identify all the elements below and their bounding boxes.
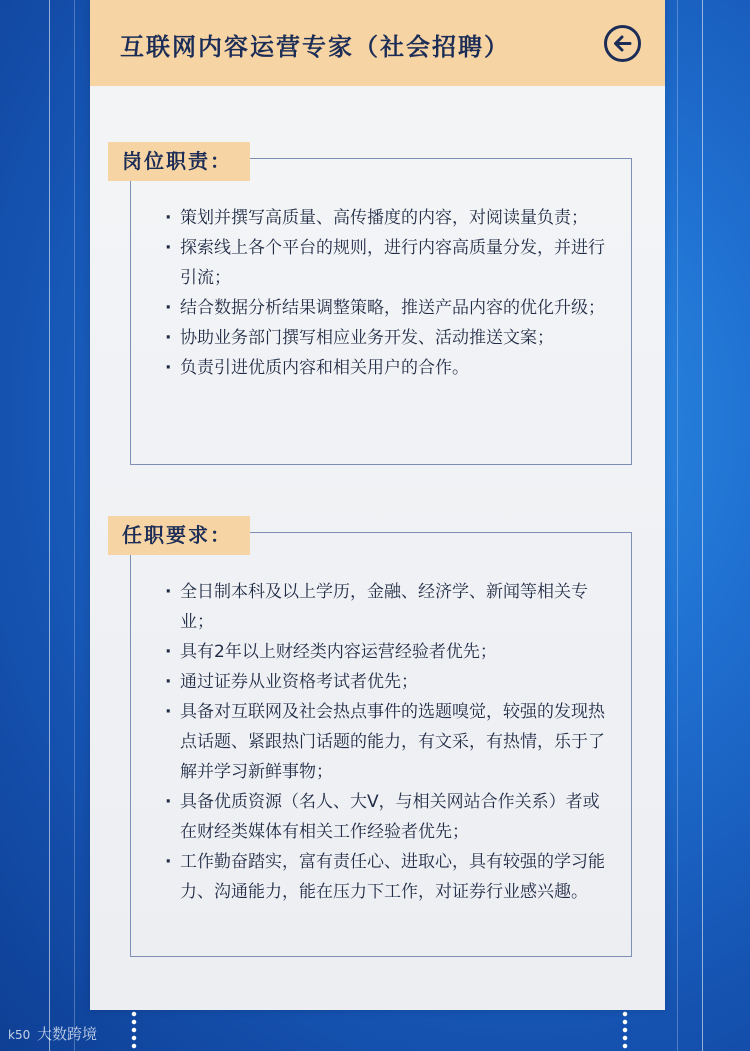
list-item: · 全日制本科及以上学历，金融、经济学、新闻等相关专业；: [164, 577, 614, 637]
list-item: · 具备优质资源（名人、大V，与相关网站合作关系）者或在财经类媒体有相关工作经验者优先；: [164, 787, 614, 847]
list-item: · 协助业务部门撰写相应业务开发、活动推送文案；: [164, 323, 614, 353]
card-header: [90, 0, 665, 86]
decor-rail-left-outer: [49, 0, 50, 1051]
watermark-text: 大数跨境: [37, 1025, 98, 1043]
list-item: · 通过证券从业资格考试者优先；: [164, 667, 614, 697]
list-item: · 具有2年以上财经类内容运营经验者优先；: [164, 637, 614, 667]
responsibilities-heading: 岗位职责：: [108, 142, 250, 181]
watermark: [8, 1023, 97, 1044]
responsibilities-list: [164, 203, 614, 383]
back-button[interactable]: [604, 25, 641, 62]
watermark-logo: k50: [8, 1028, 31, 1042]
list-item: · 结合数据分析结果调整策略，推送产品内容的优化升级；: [164, 293, 614, 323]
list-item: · 探索线上各个平台的规则，进行内容高质量分发，并进行引流；: [164, 233, 614, 293]
list-item: · 具备对互联网及社会热点事件的选题嗅觉，较强的发现热点话题、紧跟热门话题的能力，有文采，有热情，乐于了解并学习新鲜事物；: [164, 697, 614, 787]
decor-dots-right: [622, 1010, 628, 1051]
page-title: 互联网内容运营专家（社会招聘）: [120, 33, 510, 61]
decor-rail-left-inner: [74, 0, 75, 1051]
arrow-left-circle-icon: [613, 34, 632, 53]
requirements-heading: 任职要求：: [108, 516, 250, 555]
list-item: · 负责引进优质内容和相关用户的合作。: [164, 353, 614, 383]
requirements-list: [164, 577, 614, 907]
decor-dots-left: [131, 1010, 137, 1051]
decor-rail-right-inner: [677, 0, 678, 1051]
list-item: · 策划并撰写高质量、高传播度的内容，对阅读量负责；: [164, 203, 614, 233]
decor-rail-right-outer: [702, 0, 703, 1051]
list-item: · 工作勤奋踏实，富有责任心、进取心，具有较强的学习能力、沟通能力，能在压力下工作，对证券行业感兴趣。: [164, 847, 614, 907]
